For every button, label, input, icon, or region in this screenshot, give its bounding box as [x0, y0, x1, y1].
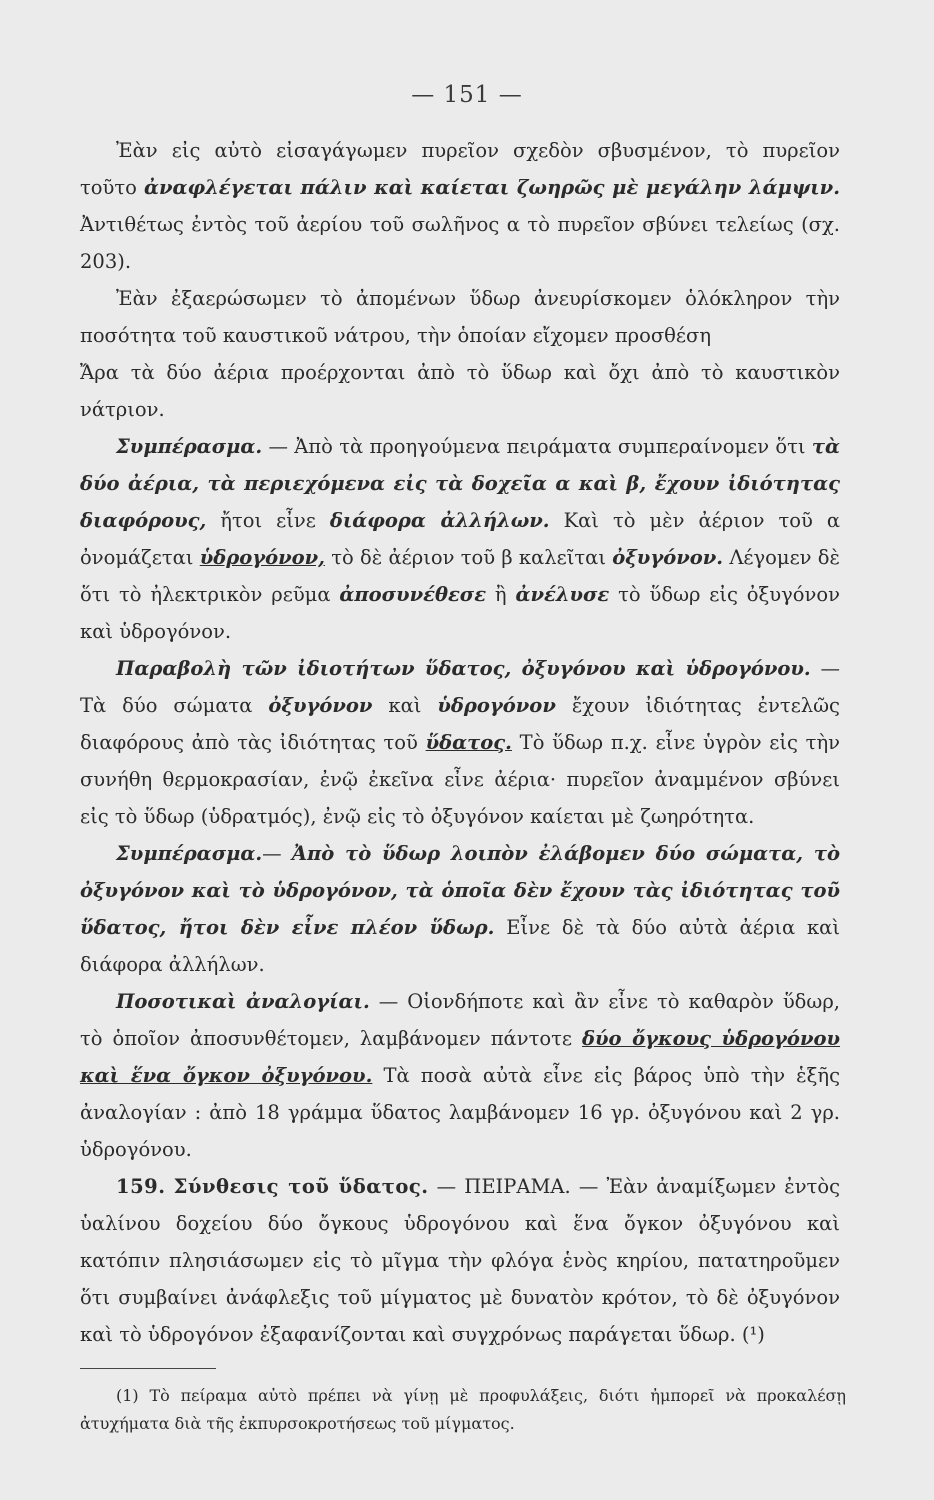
p4-text-n: τὸ ὕδωρ εἰς ὀξυγόνον καὶ ὑδρογόνον. — [80, 583, 840, 643]
p6-heading: Συμπέρασμα. — [116, 842, 263, 865]
p7-text-c: Τὰ ποσὰ αὐτὰ εἶνε εἰς βάρος ὑπὸ τὴν ἑξῆς ἀναλογίαν : ἀπὸ 18 γράμμα ὕδατος λαμβάνομεν 16 γρ. ὀξυγόνου καὶ 2 γρ. ὑδρογόνου. — [80, 1064, 840, 1161]
p5-text-g: Τὸ ὕδωρ π.χ. εἶνε ὑγρὸν εἰς τὴν συνήθη θερμοκρασίαν, ἐνῷ ἐκεῖνα εἶνε ἀέρια· πυρεῖον ἀναμμένον σβύνει εἰς τὸ ὕδωρ (ὑδρατμός), ἐνῷ εἰς τὸ ὀξυγόνον καίεται μὲ ζωηρότητα. — [80, 731, 840, 828]
paragraph-2: Ἐὰν ἐξαερώσωμεν τὸ ἀπομένων ὕδωρ ἀνευρίσκομεν ὁλόκληρον τὴν ποσότητα τοῦ καυστικοῦ νάτρου, τὴν ὁποίαν εἴχομεν προσθέση — [80, 287, 840, 347]
p7-text-a: — Οἱονδήποτε καὶ ἂν εἶνε τὸ καθαρὸν ὕδωρ, τὸ ὁποῖον ἀποσυνθέτομεν, λαμβάνομεν πάντοτε — [80, 990, 840, 1050]
paragraph-1 — [80, 132, 840, 280]
body-text — [80, 132, 840, 1353]
p6-text-a: — — [262, 842, 292, 865]
p4-term-oxygen: ὀξυγόνον. — [612, 546, 724, 569]
p5-heading: Παραβολὴ τῶν ἰδιοτήτων ὕδατος, ὀξυγόνου καὶ ὑδρογόνου. — [116, 657, 811, 680]
p4-heading: Συμπέρασμα. — [116, 435, 263, 458]
p8-text: — ΠΕΙΡΑΜΑ. — Ἐὰν ἀναμίξωμεν ἐντὸς ὑαλίνου δοχείου δύο ὄγκους ὑδρογόνου καὶ ἕνα ὄγκον ὀξυγόνου καὶ κατόπιν πλησιάσωμεν εἰς τὸ μῖγμα τὴν φλόγα ἑνὸς κηρίου, πατατηροῦμεν ὅτι συμβαίνει ἀνάφλεξις τοῦ μίγματος μὲ δυνατὸν κρότον, τὸ δὲ ὀξυγόνον καὶ τὸ ὑδρογόνον ἐξαφανίζονται καὶ συγχρόνως παράγεται ὕδωρ. (¹) — [80, 1175, 840, 1346]
p4-emphasis-d: διάφορα ἀλλήλων. — [329, 509, 550, 532]
paragraph-4 — [80, 428, 840, 650]
p4-text-e: Καὶ τὸ μὲν ἀέριον τοῦ α ὀνομάζεται — [80, 509, 840, 569]
p7-emphasis: δύο ὄγκους ὑδρογόνου καὶ ἕνα ὄγκον ὀξυγόνου. — [80, 1027, 841, 1087]
p4-term-decomposed: ἀποσυνέθεσε — [339, 583, 487, 606]
p6-text-c: Εἶνε δὲ τὰ δύο αὐτὰ ἀέρια καὶ διάφορα ἀλλήλων. — [80, 916, 840, 976]
p4-text-j: Λέγομεν δὲ ὅτι τὸ ἠλεκτρικὸν ρεῦμα — [80, 546, 840, 606]
p1-text-c: Ἀντιθέτως ἐντὸς τοῦ ἀερίου τοῦ σωλῆνος α τὸ πυρεῖον σβύνει τελείως (σχ. 203). — [80, 213, 840, 273]
p4-term-analysed: ἀνέλυσε — [515, 583, 610, 606]
section-title: Σύνθεσις τοῦ ὕδατος. — [173, 1175, 429, 1198]
paragraph-7 — [80, 983, 840, 1168]
p5-term-water: ὕδατος. — [425, 731, 512, 754]
p4-text-a: — Ἀπὸ τὰ προηγούμενα πειράματα συμπεραίνομεν ὅτι — [262, 435, 812, 458]
p5-term-oxygen: ὀξυγόνον — [268, 694, 373, 717]
p4-emphasis-b: τὰ δύο ἀέρια, τὰ περιεχόμενα εἰς τὰ δοχεῖα α καὶ β, ἔχουν ἰδιότητας διαφόρους, — [80, 435, 840, 532]
p5-term-hydrogen: ὑδρογόνον — [437, 694, 556, 717]
p6-emphasis: Ἀπὸ τὸ ὕδωρ λοιπὸν ἐλάβομεν δύο σώματα, τὸ ὀξυγόνον καὶ τὸ ὑδρογόνον, τὰ ὁποῖα δὲν ἔχουν τὰς ἰδιότητας τοῦ ὕδατος, ἤτοι δὲν εἶνε πλέον ὕδωρ. — [80, 842, 840, 939]
p5-text-e: ἔχουν ἰδιότητας ἐντελῶς διαφόρους ἀπὸ τὰς ἰδιότητας τοῦ — [80, 694, 840, 754]
page-number: — 151 — — [411, 82, 523, 108]
p5-text-c: καὶ — [372, 694, 438, 717]
footnote — [80, 1382, 846, 1438]
footnote-text: (1) Τὸ πείραμα αὐτὸ πρέπει νὰ γίνῃ μὲ προφυλάξεις, διότι ἠμπορεῖ νὰ προκαλέσῃ ἀτυχήματα διὰ τῆς ἐκπυρσοκροτήσεως τοῦ μίγματος. — [80, 1386, 846, 1433]
section-number: 159. — [116, 1175, 166, 1198]
paragraph-5 — [80, 650, 840, 835]
p1-emphasis: ἀναφλέγεται πάλιν καὶ καίεται ζωηρῶς μὲ μεγάλην λάμψιν. — [143, 176, 840, 199]
paragraph-8 — [80, 1168, 840, 1353]
p7-heading: Ποσοτικαὶ ἀναλογίαι. — [116, 990, 370, 1013]
p1-text-a: Ἐὰν εἰς αὐτὸ εἰσαγάγωμεν πυρεῖον σχεδὸν σβυσμένον, τὸ πυρεῖον τοῦτο — [80, 139, 840, 199]
p4-text-l: ἢ — [486, 583, 516, 606]
p5-text-a: — Τὰ δύο σώματα — [80, 657, 840, 717]
p4-text-c: ἤτοι εἶνε — [206, 509, 330, 532]
footnote-rule — [80, 1368, 216, 1369]
p4-term-hydrogen: ὑδρογόνον, — [199, 546, 325, 569]
p4-text-g: τὸ δὲ ἀέριον τοῦ β καλεῖται — [324, 546, 613, 569]
paragraph-6 — [80, 835, 840, 983]
paragraph-3: Ἄρα τὰ δύο ἀέρια προέρχονται ἀπὸ τὸ ὕδωρ καὶ ὄχι ἀπὸ τὸ καυστικὸν νάτριον. — [80, 361, 840, 421]
